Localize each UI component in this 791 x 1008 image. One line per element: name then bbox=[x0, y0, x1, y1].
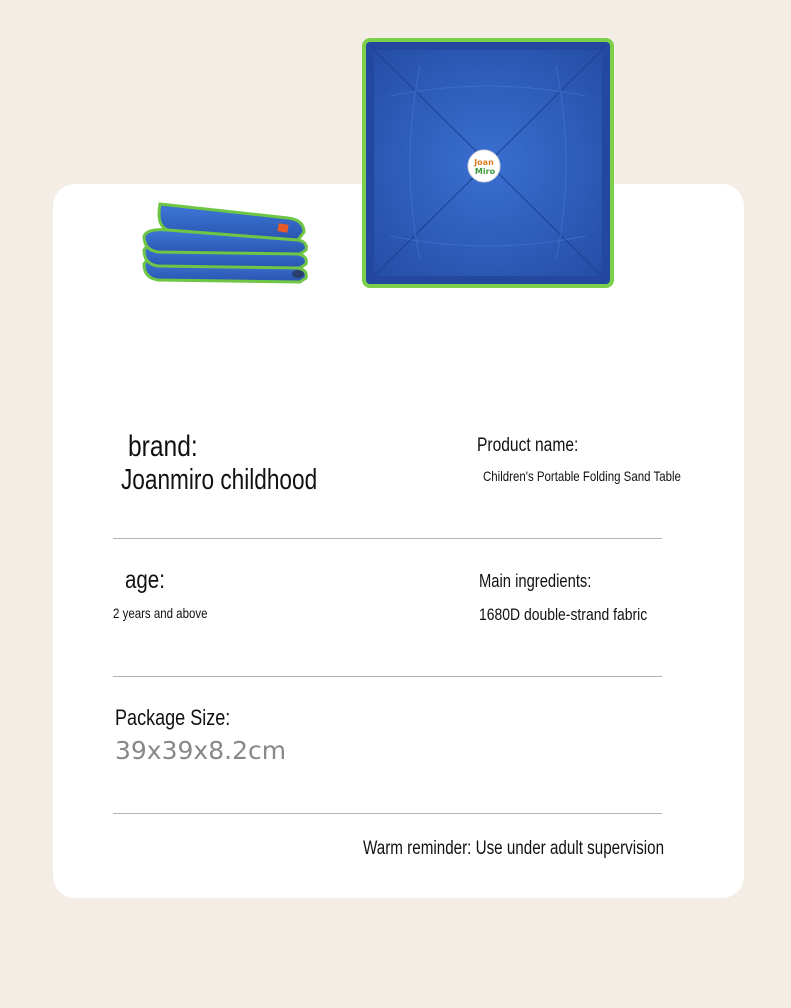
age-value: 2 years and above bbox=[113, 605, 208, 621]
brand-label: brand: bbox=[128, 430, 198, 463]
ingredients-label: Main ingredients: bbox=[479, 571, 592, 591]
divider-1 bbox=[113, 538, 662, 539]
logo-text-line1: Joan bbox=[474, 158, 494, 167]
product-name-label: Product name: bbox=[477, 435, 579, 456]
open-sand-table-icon bbox=[360, 36, 616, 290]
divider-2 bbox=[113, 676, 662, 677]
age-label: age: bbox=[125, 566, 165, 594]
logo-text-line2: Miro bbox=[474, 167, 496, 176]
brand-value: Joanmiro childhood bbox=[121, 464, 318, 496]
package-size-label: Package Size: bbox=[115, 705, 231, 730]
ingredients-value: 1680D double-strand fabric bbox=[479, 605, 648, 624]
warm-reminder: Warm reminder: Use under adult supervision bbox=[363, 838, 665, 859]
folded-sand-table-icon bbox=[138, 196, 313, 292]
product-name-value: Children's Portable Folding Sand Table bbox=[483, 468, 681, 484]
package-size-value: 39x39x8.2cm bbox=[115, 736, 287, 765]
divider-3 bbox=[113, 813, 662, 814]
